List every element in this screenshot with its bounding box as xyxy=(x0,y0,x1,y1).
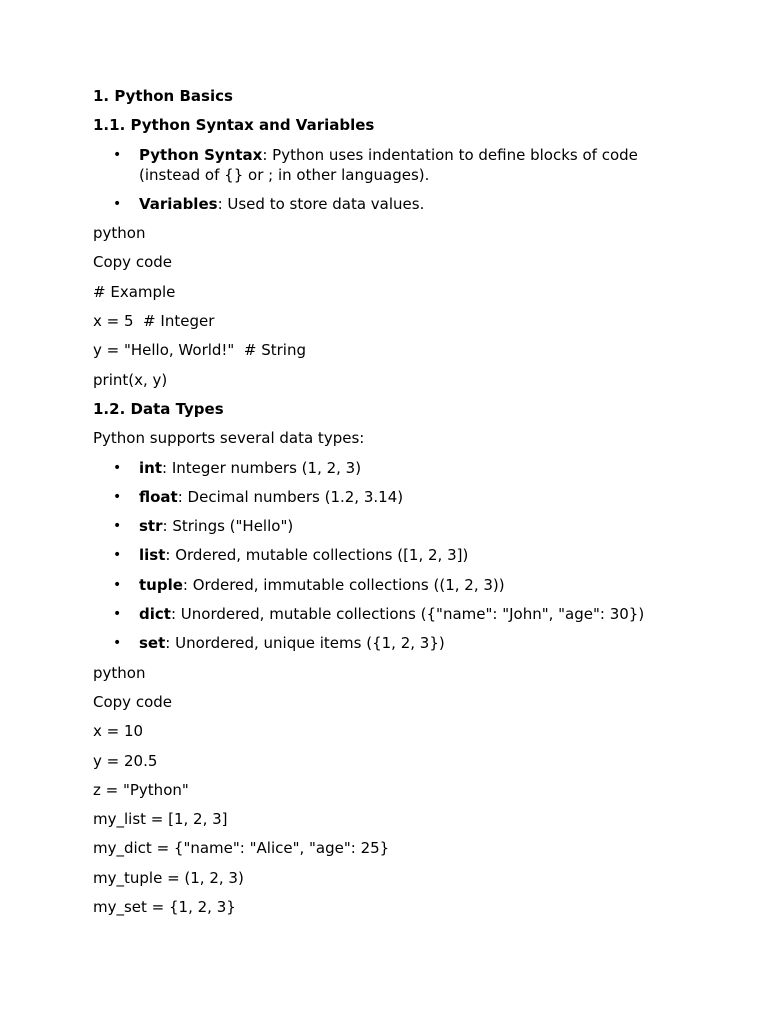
list-item-term: set xyxy=(139,634,166,653)
bullet-icon: • xyxy=(113,146,122,163)
bullet-icon: • xyxy=(113,459,122,476)
bullet-icon: • xyxy=(113,195,122,212)
list-item-text: : Used to store data values. xyxy=(217,194,425,213)
list-item-term: dict xyxy=(139,605,171,624)
list-item-text: : Python uses indentation to define blocks of code (instead of {} or ; in other languages). xyxy=(139,145,638,184)
list-item-text: : Integer numbers (1, 2, 3) xyxy=(162,458,362,477)
heading-syntax-variables: 1.1. Python Syntax and Variables xyxy=(93,116,375,135)
paragraph-intro: Python supports several data types: xyxy=(93,429,365,448)
bullet-icon: • xyxy=(113,606,122,623)
code-line: y = 20.5 xyxy=(93,751,158,770)
document-page xyxy=(93,86,693,926)
list-item xyxy=(93,516,693,545)
list-item-term: tuple xyxy=(139,575,183,594)
list-item xyxy=(93,194,693,223)
list-item xyxy=(93,458,693,487)
bullet-icon: • xyxy=(113,547,122,564)
code-line: z = "Python" xyxy=(93,780,189,799)
list-item-term: int xyxy=(139,458,162,477)
code-line: y = "Hello, World!" # String xyxy=(93,341,306,360)
list-item-text: : Unordered, mutable collections ({"name": "John", "age": 30}) xyxy=(170,605,645,624)
code-language-label: python xyxy=(93,224,146,243)
copy-code-link[interactable]: Copy code xyxy=(93,253,172,272)
list-item-term: str xyxy=(139,517,163,536)
code-line: x = 5 # Integer xyxy=(93,312,215,331)
list-item-text: : Unordered, unique items ({1, 2, 3}) xyxy=(165,634,445,653)
list-item-term: float xyxy=(139,487,178,506)
heading-data-types: 1.2. Data Types xyxy=(93,399,224,418)
code-line: my_set = {1, 2, 3} xyxy=(93,898,236,917)
list-item-term: Python Syntax xyxy=(139,145,263,164)
list-item xyxy=(93,575,693,604)
list-item-text: : Ordered, mutable collections ([1, 2, 3]) xyxy=(165,546,469,565)
code-line: my_dict = {"name": "Alice", "age": 25} xyxy=(93,839,390,858)
list-item-text: : Ordered, immutable collections ((1, 2, 3)) xyxy=(182,575,505,594)
list-item-text: : Strings ("Hello") xyxy=(162,517,294,536)
list-item-text: : Decimal numbers (1.2, 3.14) xyxy=(177,487,404,506)
code-line: print(x, y) xyxy=(93,370,168,389)
bullet-icon: • xyxy=(113,635,122,652)
copy-code-link[interactable]: Copy code xyxy=(93,692,172,711)
code-line: x = 10 xyxy=(93,722,144,741)
code-language-label: python xyxy=(93,663,146,682)
list-item-term: Variables xyxy=(139,194,218,213)
bullet-icon: • xyxy=(113,488,122,505)
list-item xyxy=(93,145,693,194)
heading-python-basics: 1. Python Basics xyxy=(93,87,233,105)
code-line: # Example xyxy=(93,282,176,301)
list-item xyxy=(93,633,693,662)
bullet-icon: • xyxy=(113,576,122,593)
list-item xyxy=(93,604,693,633)
code-line: my_tuple = (1, 2, 3) xyxy=(93,868,244,887)
list-item xyxy=(93,487,693,516)
list-item xyxy=(93,545,693,574)
code-line: my_list = [1, 2, 3] xyxy=(93,810,228,829)
list-item-term: list xyxy=(139,546,166,565)
bullet-icon: • xyxy=(113,518,122,535)
